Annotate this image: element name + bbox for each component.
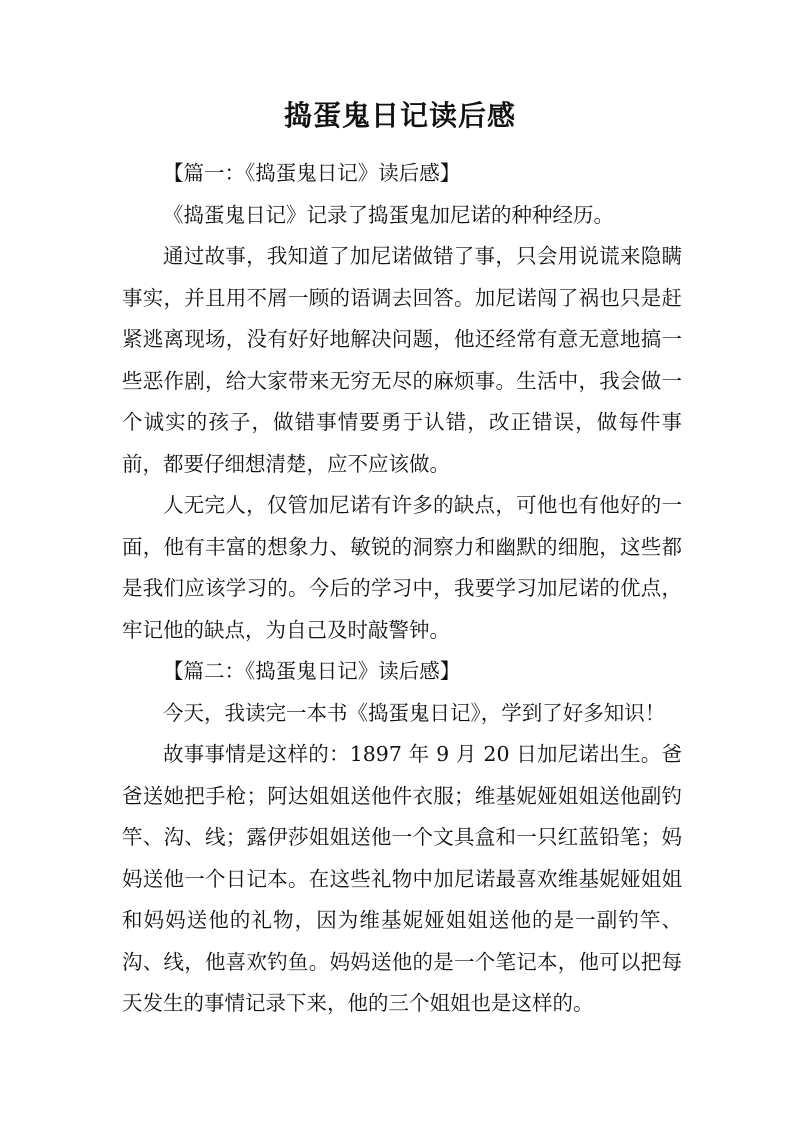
- section-heading-1: 【篇一：《捣蛋鬼日记》读后感】: [163, 161, 461, 185]
- paragraph: 人无完人，仅管加尼诺有许多的缺点，可他也有他好的一面，他有丰富的想象力、敏锐的洞察力和幽默的细胞，这些都是我们应该学习的。今后的学习中，我要学习加尼诺的优点，牢记他的缺点，为自己及时敲警钟。: [122, 493, 682, 642]
- paragraph: 今天，我读完一本书《捣蛋鬼日记》，学到了好多知识！: [163, 700, 666, 725]
- paragraph: 《捣蛋鬼日记》记录了捣蛋鬼加尼诺的种种经历。: [163, 202, 614, 227]
- document-body: [122, 153, 682, 1025]
- section-heading-2: 【篇二：《捣蛋鬼日记》读后感】: [163, 659, 461, 683]
- paragraph: 故事事情是这样的：1897 年 9 月 20 日加尼诺出生。爸爸送她把手枪；阿达姐姐送他件衣服；维基妮娅姐姐送他副钓竿、沟、线；露伊莎姐姐送他一个文具盒和一只红蓝铅笔；妈妈送他一个日记本。在这些礼物中加尼诺最喜欢维基妮娅姐姐和妈妈送他的礼物，因为维基妮娅姐姐送他的是一副钓竿、沟、线，他喜欢钓鱼。妈妈送他的是一个笔记本，他可以把每天发生的事情记录下来，他的三个姐姐也是这样的。: [122, 742, 682, 1015]
- paragraph: 通过故事，我知道了加尼诺做错了事，只会用说谎来隐瞒事实，并且用不屑一顾的语调去回答。加尼诺闯了祸也只是赶紧逃离现场，没有好好地解决问题，他还经常有意无意地搞一些恶作剧，给大家带来无穷无尽的麻烦事。生活中，我会做一个诚实的孩子，做错事情要勇于认错，改正错误，做每件事前，都要仔细想清楚，应不应该做。: [122, 244, 682, 476]
- document-title: 捣蛋鬼日记读后感: [283, 99, 516, 132]
